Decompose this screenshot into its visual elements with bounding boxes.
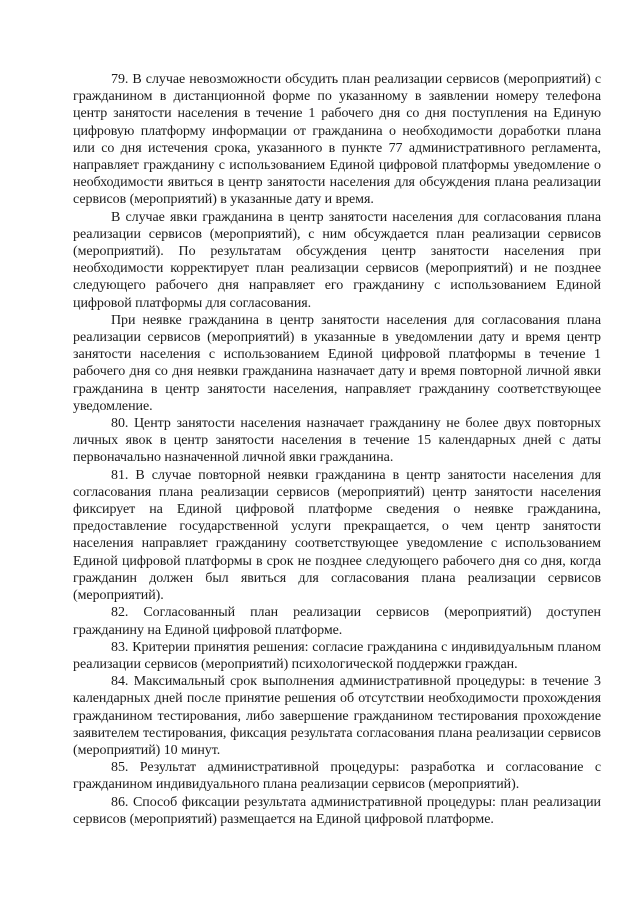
paragraph-83: 83. Критерии принятия решения: согласие гражданина с индивидуальным планом реализации сервисов (мероприятий) психологической поддержки граждан. <box>73 639 601 672</box>
paragraph-85: 85. Результат административной процедуры: разработка и согласование с гражданином индивидуального плана реализации сервисов (мероприятий). <box>73 760 601 793</box>
paragraph-81: 81. В случае повторной неявки гражданина в центр занятости населения для согласования плана реализации сервисов (мероприятий) центр занятости населения фиксирует на Единой цифровой платформе сведения о неявке гражданина, предоставление государственной услуги прекращается, о чем центр занятости населения направляет гражданину соответствующее уведомление с использованием Единой цифровой платформы в срок не позднее следующего рабочего дня со дня, когда гражданин должен был явиться для согласования плана реализации сервисов (мероприятий). <box>73 467 601 604</box>
paragraph-79-attendance: В случае явки гражданина в центр занятости населения для согласования плана реализации сервисов (мероприятий), с ним обсуждается план реализации сервисов (мероприятий). По результатам обсуждения центр занятости населения при необходимости корректирует план реализации сервисов (мероприятий) и не позднее следующего рабочего дня направляет его гражданину с использованием Единой цифровой платформы для согласования. <box>73 209 601 311</box>
paragraph-84: 84. Максимальный срок выполнения административной процедуры: в течение 3 календарных дней после принятие решения об отсутствии необходимости прохождения гражданином тестирования, либо завершение гражданином тестирования прохождение заявителем тестирования, фиксация результата согласования плана реализации сервисов (мероприятий) 10 минут. <box>73 674 601 758</box>
document-body <box>73 71 601 828</box>
paragraph-79-non-attendance: При неявке гражданина в центр занятости населения для согласования плана реализации сервисов (мероприятий) в указанные в уведомлении дату и время центр занятости населения с использованием Единой цифровой платформы в течение 1 рабочего дня со дня неявки гражданина назначает дату и время повторной личной явки гражданина в центр занятости населения, направляет гражданину соответствующее уведомление. <box>73 312 601 414</box>
paragraph-80: 80. Центр занятости населения назначает гражданину не более двух повторных личных явок в центр занятости населения в течение 15 календарных дней с даты первоначально назначенной личной явки гражданина. <box>73 416 601 466</box>
paragraph-86: 86. Способ фиксации результата административной процедуры: план реализации сервисов (мероприятий) размещается на Единой цифровой платформе. <box>73 794 601 827</box>
paragraph-82: 82. Согласованный план реализации сервисов (мероприятий) доступен гражданину на Единой цифровой платформе. <box>73 605 601 638</box>
paragraph-79: 79. В случае невозможности обсудить план реализации сервисов (мероприятий) с гражданином в дистанционной форме по указанному в заявлении номеру телефона центр занятости населения в течение 1 рабочего дня со дня поступления на Единую цифровую платформу информации от гражданина о необходимости доработки плана или со дня истечения срока, указанного в пункте 77 административного регламента, направляет гражданину с использованием Единой цифровой платформы уведомление о необходимости явиться в центр занятости населения для обсуждения плана реализации сервисов (мероприятий) в указанные дату и время. <box>73 72 601 208</box>
